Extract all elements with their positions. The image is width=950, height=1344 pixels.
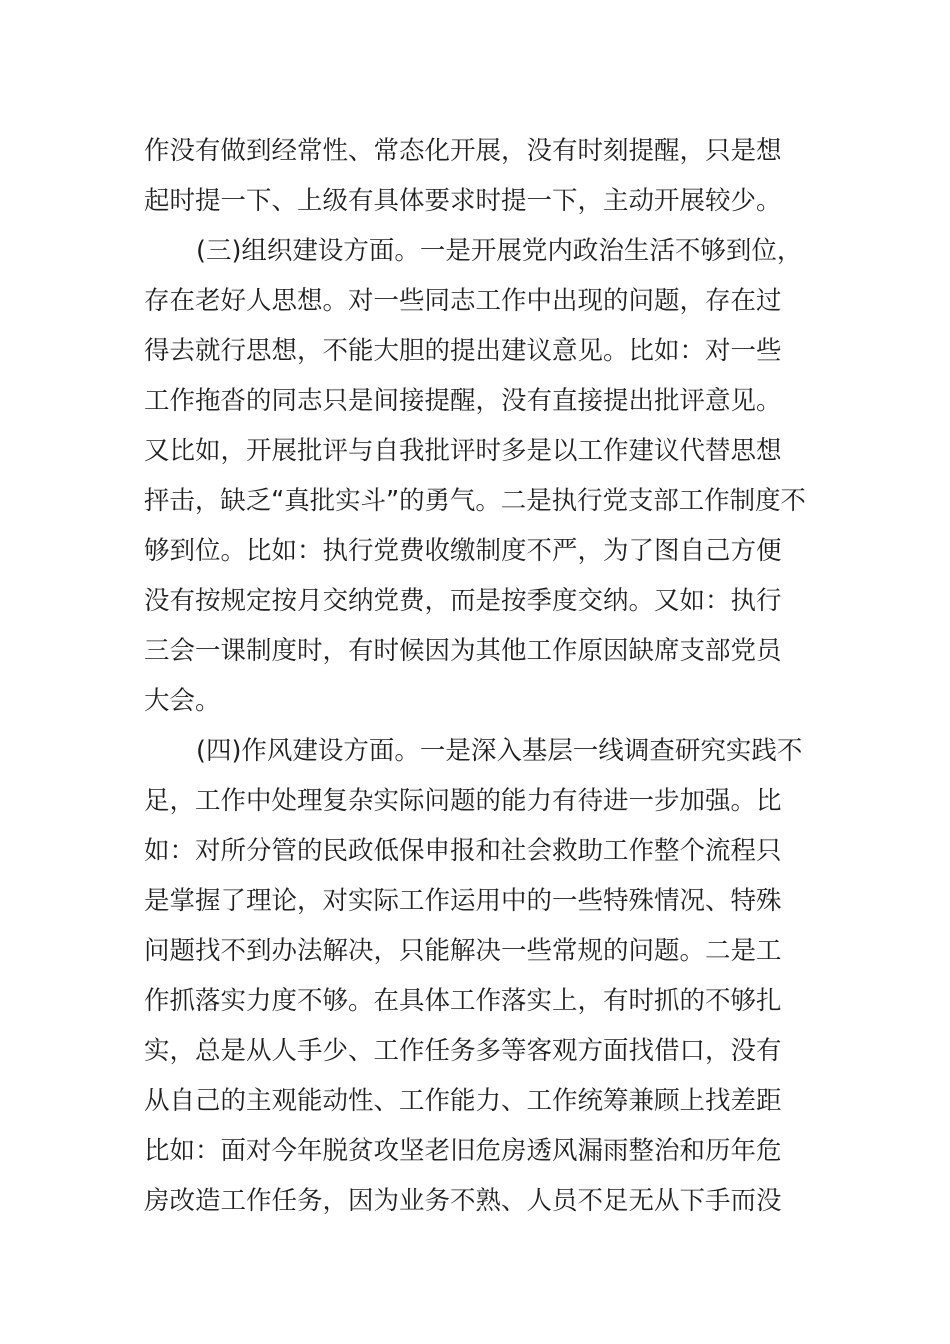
text-line: 存在老好人思想。对一些同志工作中出现的问题，存在过 <box>144 286 782 316</box>
text-line: 得去就行思想，不能大胆的提出建议意见。比如：对一些 <box>144 336 782 366</box>
paragraph-organization-building <box>144 226 806 726</box>
text-line: 没有按规定按月交纳党费，而是按季度交纳。又如：执行 <box>144 586 782 616</box>
paragraph-continuation <box>144 126 806 226</box>
text-line: 作没有做到经常性、常态化开展，没有时刻提醒，只是想 <box>144 136 782 166</box>
text-line: 问题找不到办法解决，只能解决一些常规的问题。二是工 <box>144 936 782 966</box>
document-body <box>144 126 806 1226</box>
text-line: 从自己的主观能动性、工作能力、工作统筹兼顾上找差距 <box>144 1086 782 1116</box>
text-line: 实，总是从人手少、工作任务多等客观方面找借口，没有 <box>144 1036 782 1066</box>
text-line: 如：对所分管的民政低保申报和社会救助工作整个流程只 <box>144 836 782 866</box>
paragraph-heading-line: (四)作风建设方面。一是深入基层一线调查研究实践不 <box>196 736 803 766</box>
text-line: 又比如，开展批评与自我批评时多是以工作建议代替思想 <box>144 436 782 466</box>
text-line: 起时提一下、上级有具体要求时提一下，主动开展较少。 <box>144 186 782 216</box>
text-line: 是掌握了理论，对实际工作运用中的一些特殊情况、特殊 <box>144 886 782 916</box>
paragraph-heading-line: (三)组织建设方面。一是开展党内政治生活不够到位， <box>196 236 803 266</box>
text-line: 够到位。比如：执行党费收缴制度不严，为了图自己方便 <box>144 536 782 566</box>
paragraph-work-style-building <box>144 726 806 1226</box>
text-line: 工作拖沓的同志只是间接提醒，没有直接提出批评意见。 <box>144 386 782 416</box>
text-line: 抨击，缺乏“真批实斗”的勇气。二是执行党支部工作制度不 <box>144 486 806 516</box>
text-line: 房改造工作任务，因为业务不熟、人员不足无从下手而没 <box>144 1186 782 1216</box>
text-line: 比如：面对今年脱贫攻坚老旧危房透风漏雨整治和历年危 <box>144 1136 782 1166</box>
text-line: 大会。 <box>144 686 221 716</box>
text-line: 三会一课制度时，有时候因为其他工作原因缺席支部党员 <box>144 636 782 666</box>
text-line: 足，工作中处理复杂实际问题的能力有待进一步加强。比 <box>144 786 782 816</box>
text-line: 作抓落实力度不够。在具体工作落实上，有时抓的不够扎 <box>144 986 782 1016</box>
